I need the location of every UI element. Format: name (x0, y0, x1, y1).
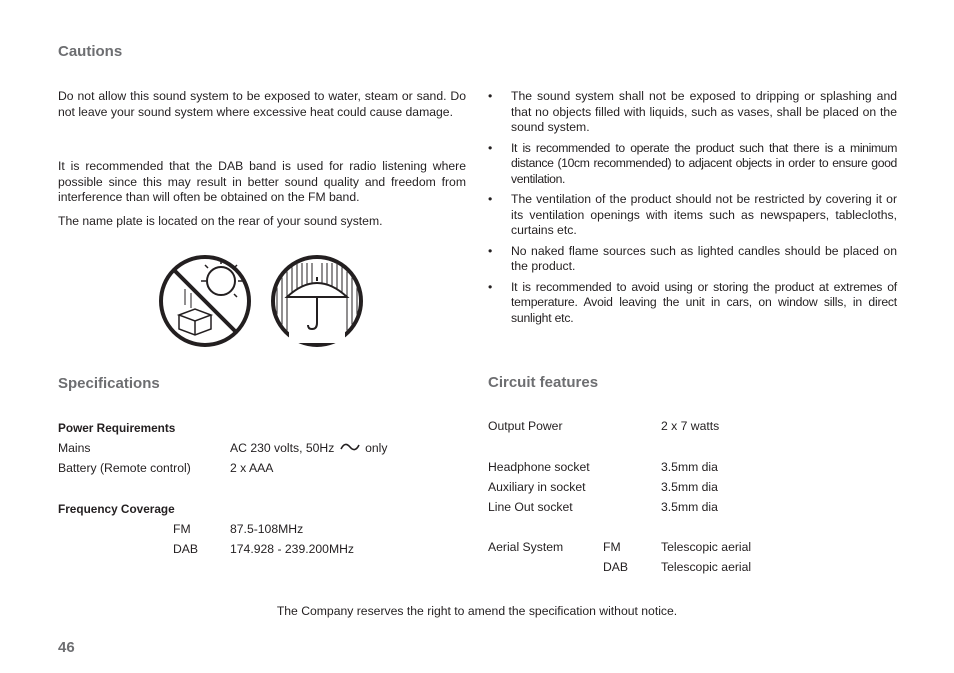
list-item: • The sound system shall not be exposed to dripping or splashing and that no objects filled with liquids, such as vases, shall be placed on the sound system. (488, 89, 897, 135)
no-sun-heat-icon (157, 253, 253, 349)
page-number: 46 (58, 639, 75, 656)
mains-value: AC 230 volts, 50Hz only (230, 441, 388, 456)
specifications-heading: Specifications (58, 375, 160, 392)
specification-notice: The Company reserves the right to amend the specification without notice. (276, 604, 678, 618)
bullet-icon: • (488, 140, 492, 155)
bullet-icon: • (488, 243, 493, 258)
umbrella-rain-icon (269, 253, 365, 349)
line-out-socket-label: Line Out socket (488, 500, 573, 514)
cautions-heading: Cautions (58, 43, 123, 60)
list-item: • It is recommended to operate the product such that there is a minimum distance (10cm recommended) to adjacent objects in order to ensure good ventilation. (488, 140, 897, 186)
headphone-socket-label: Headphone socket (488, 460, 590, 474)
auxiliary-socket-value: 3.5mm dia (661, 480, 718, 494)
aerial-value-dab: Telescopic aerial (661, 560, 752, 574)
freq-band-fm: FM (173, 522, 191, 536)
list-item: • No naked flame sources such as lighted candles should be placed on the product. (488, 243, 897, 274)
caution-paragraph-nameplate: The name plate is located on the rear of your sound system. (58, 214, 383, 228)
bullet-icon: • (488, 279, 493, 294)
list-item: • It is recommended to avoid using or storing the product at extremes of temperature. Avoid leaving the unit in cars, on window sills, in direct sunlight etc. (488, 279, 897, 325)
mains-label: Mains (58, 441, 91, 455)
power-requirements-title: Power Requirements (58, 421, 176, 435)
freq-range-dab: 174.928 - 239.200MHz (230, 542, 354, 556)
auxiliary-socket-label: Auxiliary in socket (488, 480, 586, 494)
freq-range-fm: 87.5-108MHz (230, 522, 304, 536)
circuit-features-heading: Circuit features (488, 374, 599, 391)
battery-label: Battery (Remote control) (58, 461, 191, 475)
list-item: • The ventilation of the product should not be restricted by covering it or its ventilation openings with items such as newspapers, tablecloths, curtains etc. (488, 192, 897, 238)
aerial-system-label: Aerial System (488, 540, 564, 554)
battery-value: 2 x AAA (230, 461, 274, 475)
frequency-coverage-title: Frequency Coverage (58, 502, 175, 516)
output-power-value: 2 x 7 watts (661, 419, 720, 433)
bullet-icon: • (488, 192, 493, 207)
line-out-socket-value: 3.5mm dia (661, 500, 718, 514)
caution-paragraph-dab: It is recommended that the DAB band is used for radio listening where possible since this may result in better sound quality and freedom from interference than will often be obtained on the FM band. (58, 159, 466, 205)
output-power-label: Output Power (488, 419, 563, 433)
ac-sine-icon (340, 441, 360, 457)
bullet-icon: • (488, 89, 493, 103)
headphone-socket-value: 3.5mm dia (661, 460, 718, 474)
caution-paragraph-water: Do not allow this sound system to be exposed to water, steam or sand. Do not leave your sound system where excessive heat could cause damage. (58, 89, 466, 119)
aerial-band-fm: FM (603, 540, 621, 554)
aerial-value-fm: Telescopic aerial (661, 540, 752, 554)
caution-bullet-list (488, 89, 897, 331)
freq-band-dab: DAB (173, 542, 199, 556)
aerial-band-dab: DAB (603, 560, 629, 574)
